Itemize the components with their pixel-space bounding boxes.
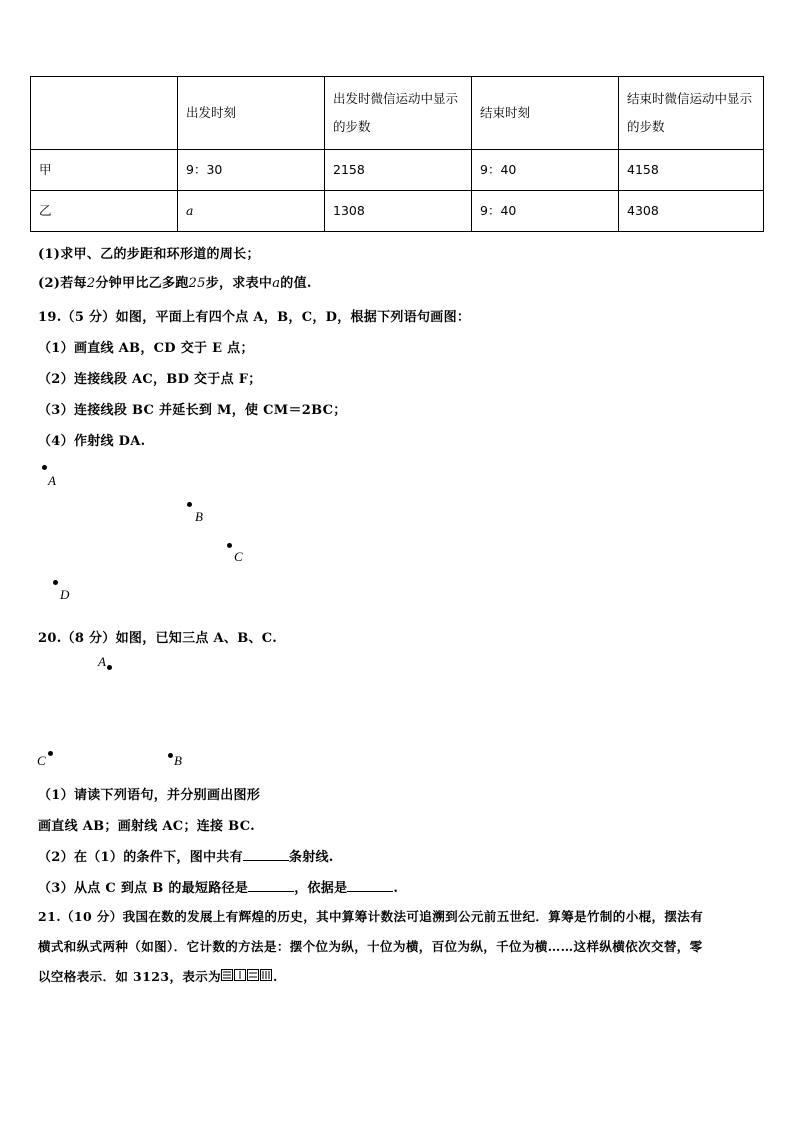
table-cell: a (178, 191, 325, 232)
point-b-label: B (195, 509, 203, 524)
point-a-label: A (48, 473, 56, 488)
q18-part2 (38, 272, 312, 291)
point-b-label: B (174, 753, 182, 768)
q20-step2-text: 条射线. (288, 850, 334, 865)
table-header-cell: 出发时微信运动中显示的步数 (325, 77, 472, 150)
q18-part1: (1)求甲、乙的步距和环形道的周长； (38, 247, 260, 262)
table-cell: 4158 (619, 150, 764, 191)
q18-part2-text: (2)若每 (38, 276, 87, 291)
q20-step3-text: . (393, 881, 399, 896)
q21-paragraph (38, 902, 760, 993)
point-d (53, 580, 58, 585)
q18-part2-text: 步，求表中 (205, 276, 273, 291)
table-header-cell: 出发时刻 (178, 77, 325, 150)
point-a (107, 665, 112, 670)
table-header-row (31, 77, 764, 150)
table-header-cell (31, 77, 178, 150)
q20-step1b: 画直线 AB；画射线 AC；连接 BC. (38, 819, 255, 834)
table-cell: 1308 (325, 191, 472, 232)
q20-step3 (38, 877, 398, 896)
q21-line3-text: 以空格表示．如 3123，表示为 (38, 969, 222, 984)
q20-title: 20.（8 分）如图，已知三点 A、B、C. (38, 631, 278, 646)
table-header-cell: 结束时刻 (472, 77, 619, 150)
table-cell: 9：40 (472, 150, 619, 191)
q21-line1: 21.（10 分）我国在数的发展上有辉煌的历史，其中算筹计数法可追溯到公元前五世纪．算筹是竹制的小棍，摆法有 (38, 909, 704, 924)
table-cell: 乙 (31, 191, 178, 232)
point-c-label: C (234, 549, 243, 564)
point-c (48, 751, 53, 756)
q20-step3-text: ，依据是 (294, 881, 348, 896)
steps-table (30, 76, 764, 232)
q19-step1: （1）画直线 AB，CD 交于 E 点； (38, 341, 254, 356)
q19-step4: （4）作射线 DA. (38, 434, 146, 449)
table-cell: 4308 (619, 191, 764, 232)
table-cell: 2158 (325, 150, 472, 191)
point-a-label: A (98, 654, 106, 669)
table-cell: 9：30 (178, 150, 325, 191)
answer-blank[interactable] (347, 879, 393, 892)
table-cell: 甲 (31, 150, 178, 191)
q20-step3-text: （3）从点 C 到点 B 的最短路径是 (38, 881, 249, 896)
table-row (31, 191, 764, 232)
q18-num2: 25 (188, 276, 206, 291)
point-a (42, 465, 47, 470)
table-cell: 9：40 (472, 191, 619, 232)
q21-line3-text: . (273, 969, 278, 984)
point-d-label: D (60, 587, 70, 602)
answer-blank[interactable] (243, 848, 289, 861)
point-c-label: C (37, 753, 46, 768)
q18-num1: 2 (86, 276, 96, 291)
table-row (31, 150, 764, 191)
q20-step1: （1）请读下列语句，并分别画出图形 (38, 788, 261, 803)
q21-line2: 横式和纵式两种（如图）．它计数的方法是：摆个位为纵，十位为横，百位为纵，千位为横……这样纵横依次交替，零 (38, 939, 703, 954)
counting-rods-image (221, 963, 273, 993)
q18-part2-text: 的值. (280, 276, 312, 291)
q20-step2 (38, 846, 334, 865)
q18-part2-text: 分钟甲比乙多跑 (95, 276, 189, 291)
table-header-cell: 结束时微信运动中显示的步数 (619, 77, 764, 150)
q19-title: 19.（5 分）如图，平面上有四个点 A，B，C，D，根据下列语句画图： (38, 310, 471, 325)
q20-step2-text: （2）在（1）的条件下，图中共有 (38, 850, 243, 865)
q21-line3 (38, 962, 760, 993)
q19-step3: （3）连接线段 BC 并延长到 M，使 CM＝2BC； (38, 403, 347, 418)
point-c (227, 543, 232, 548)
q18-var-a: a (272, 276, 281, 291)
point-b (168, 753, 173, 758)
counting-rods-icon (221, 969, 273, 982)
point-b (187, 502, 192, 507)
answer-blank[interactable] (248, 879, 294, 892)
q19-step2: （2）连接线段 AC，BD 交于点 F； (38, 372, 262, 387)
